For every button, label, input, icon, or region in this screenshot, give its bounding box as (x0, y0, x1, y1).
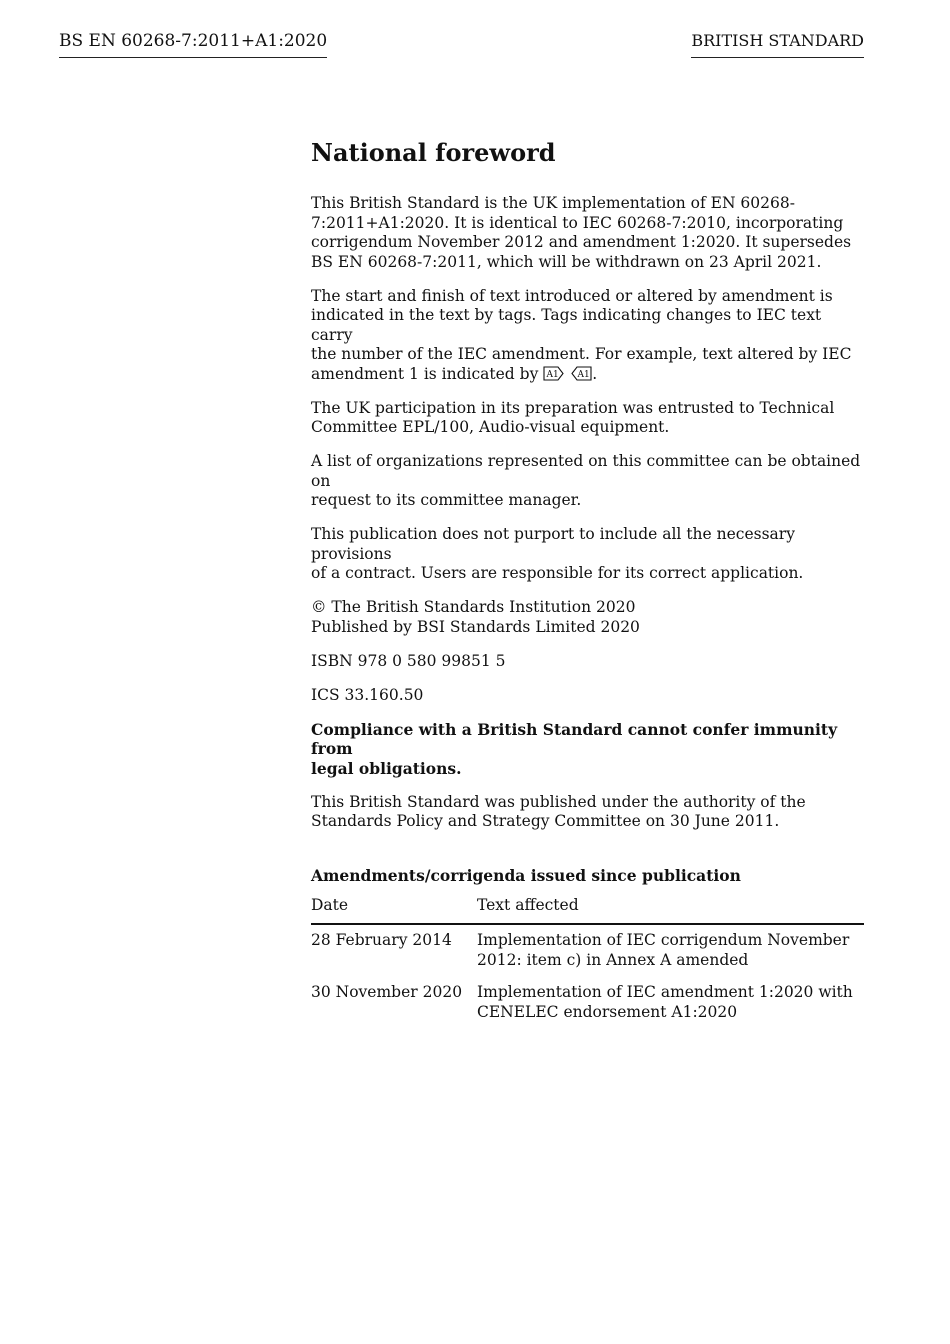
text-line: Implementation of IEC corrigendum November (477, 931, 850, 949)
ics-code: ICS 33.160.50 (311, 685, 424, 704)
text-line: indicated in the text by tags. Tags indicating changes to IEC text carry (311, 306, 822, 344)
text-line: Standards Policy and Strategy Committee on 30 June 2011. (311, 812, 780, 830)
table-header-row (311, 896, 864, 925)
isbn: ISBN 978 0 580 99851 5 (311, 651, 506, 670)
text-line: the number of the IEC amendment. For example, text altered by IEC (311, 345, 852, 363)
amendment-date: 30 November 2020 (311, 983, 463, 1001)
foreword-body (311, 138, 864, 1029)
text-line: The start and finish of text introduced or altered by amendment is (311, 286, 833, 305)
amendments-table (311, 896, 864, 1030)
paragraph-contract (311, 525, 864, 584)
amendment-text (477, 924, 864, 977)
amendment-end-tag-icon (570, 366, 592, 381)
text-line: CENELEC endorsement A1:2020 (477, 1002, 738, 1021)
column-header-date: Date (311, 896, 477, 925)
text-line: 2012: item c) in Annex A amended (477, 950, 749, 969)
text-line: legal obligations. (311, 758, 462, 778)
tag-label: A1 (546, 369, 559, 380)
text-line: 7:2011+A1:2020. It is identical to IEC 60268-7:2010, incorporating (311, 213, 844, 232)
paragraph-authority (311, 793, 864, 832)
text-line: A list of organizations represented on this committee can be obtained on (311, 452, 861, 490)
text-line: The UK participation in its preparation was entrusted to Technical (311, 398, 835, 417)
amendment-date: 28 February 2014 (311, 931, 452, 949)
text-line: Committee EPL/100, Audio-visual equipment. (311, 418, 670, 436)
text-line: of a contract. Users are responsible for its correct application. (311, 564, 804, 582)
header-standard-type: BRITISH STANDARD (691, 30, 864, 58)
table-row (311, 977, 864, 1029)
text-line: BS EN 60268-7:2011, which will be withdrawn on 23 April 2021. (311, 252, 822, 271)
text-line: This publication does not purport to include all the necessary provisions (311, 525, 795, 563)
amendments-heading: Amendments/corrigenda issued since publication (311, 865, 741, 885)
text-segment: amendment 1 is indicated by (311, 364, 539, 383)
tag-label: A1 (577, 369, 590, 380)
text-line: request to its committee manager. (311, 491, 582, 509)
text-line: Compliance with a British Standard cannot confer immunity from (311, 719, 838, 758)
text-line: This British Standard was published under the authority of the (311, 792, 806, 811)
text-line: corrigendum November 2012 and amendment 1:2020. It supersedes (311, 233, 852, 251)
text-line: This British Standard is the UK implementation of EN 60268- (311, 194, 795, 212)
compliance-notice (311, 720, 864, 779)
text-segment: . (592, 364, 598, 383)
text-line (311, 365, 864, 385)
header-document-id: BS EN 60268-7:2011+A1:2020 (59, 30, 327, 58)
paragraph-committee (311, 399, 864, 438)
paragraph-organizations (311, 452, 864, 511)
text-line: Implementation of IEC amendment 1:2020 with (477, 983, 853, 1001)
paragraph-implementation (311, 194, 864, 272)
amendment-start-tag-icon (543, 366, 565, 381)
amendment-text (477, 977, 864, 1029)
paragraph-copyright (311, 598, 864, 637)
table-row (311, 924, 864, 977)
paragraph-amendment-tags (311, 287, 864, 385)
text-line: Published by BSI Standards Limited 2020 (311, 617, 640, 636)
column-header-text-affected: Text affected (477, 896, 864, 925)
text-line: © The British Standards Institution 2020 (311, 598, 636, 616)
page-title: National foreword (311, 138, 556, 167)
